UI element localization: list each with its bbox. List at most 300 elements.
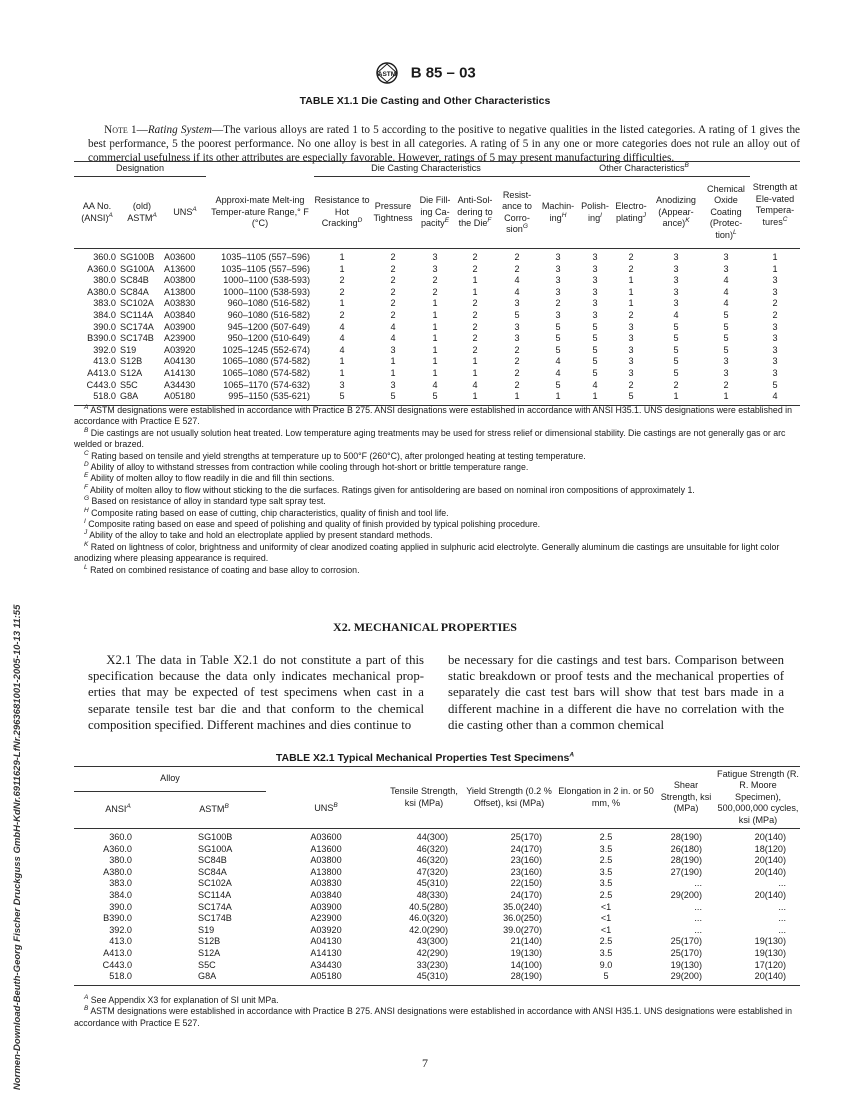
table-cell: 3 (555, 275, 561, 286)
table-cell: 5 (592, 356, 598, 367)
footnote: $^I$ Composite rating based on ease and speed of polishing and quality of finish provided by typical polishing procedure. (84, 518, 541, 530)
table-cell: 3 (514, 333, 520, 344)
table-cell: 384.0 (93, 309, 116, 320)
table-cell: 26(180) (670, 843, 702, 854)
table-cell: 5 (592, 344, 598, 355)
table-cell: 2 (628, 309, 634, 320)
hdr-tensile: Tensile Strength, ksi (MPa) (390, 785, 458, 808)
table-cell: 2 (390, 286, 396, 297)
table-cell: ... (694, 913, 702, 924)
page-header (0, 62, 850, 84)
table-cell: 1 (628, 298, 634, 309)
table2-footnotes (74, 995, 800, 1029)
table-row (74, 971, 800, 985)
table-cell: 5 (673, 344, 679, 355)
table-row (74, 960, 800, 972)
hdr-astm: ASTM (199, 804, 225, 815)
table-cell: <1 (600, 901, 612, 912)
hdr-pressure: Pressure Tightness (373, 201, 413, 223)
table-cell: 2 (514, 252, 520, 262)
table-cell: 4 (723, 275, 729, 286)
table-cell: 2 (472, 309, 478, 320)
astm-logo-icon (374, 62, 400, 84)
table-cell: 1 (432, 356, 438, 367)
table-cell: 1 (592, 391, 598, 402)
table-cell: 24(170) (510, 889, 542, 900)
table-cell: 413.0 (109, 936, 132, 947)
table-cell: 3 (628, 333, 634, 344)
table-cell: 47(320) (416, 866, 448, 877)
hdr-strength: Strength at Ele-vated Tempera-tures (752, 182, 798, 227)
table-cell: A13600 (310, 843, 342, 854)
standard-designation: B 85 – 03 (410, 64, 476, 82)
table-cell: 2 (472, 344, 478, 355)
table-cell: 3 (673, 263, 679, 274)
table-row (74, 264, 800, 276)
table-cell: 46(320) (416, 843, 448, 854)
table-cell: B390.0 (103, 913, 132, 924)
table-cell: 4 (390, 333, 396, 344)
table-row (74, 287, 800, 299)
table-cell: 4 (472, 379, 478, 390)
table-cell: 35.0(240) (503, 901, 542, 912)
table-cell: 2 (472, 333, 478, 344)
table-cell: 2 (472, 252, 478, 262)
table-cell: 2 (628, 252, 634, 262)
footnote: $^K$ Rated on lightness of color, brightness and uniformity of clear anodized coating applied in sulphuric acid electrolyte. Generally aluminum die castings are unsuitable for light color anodizing where pleasing appearance is required. (74, 540, 780, 564)
table-cell: 25(170) (670, 936, 702, 947)
hdr-old: (old) ASTM (127, 201, 153, 223)
hdr-mach: Machin-ing (541, 201, 575, 223)
table-cell: 1000–1100 (538-593) (223, 286, 310, 297)
table-cell: 9.0 (599, 959, 613, 970)
hdr-alloy: Alloy (74, 767, 266, 792)
table-cell: 28(190) (670, 855, 702, 866)
footnote: $^J$ Ability of the alloy to take and hold an electroplate applied by present standard methods. (84, 529, 433, 541)
table-cell: 44(300) (416, 832, 448, 842)
table-cell: 2 (673, 379, 679, 390)
table-cell: 45(310) (416, 878, 448, 889)
table-cell: 4 (390, 321, 396, 332)
table-cell: 4 (555, 367, 561, 378)
table-cell: A04130 (310, 936, 342, 947)
table-cell: 22(150) (510, 878, 542, 889)
table-cell: 36.0(250) (503, 913, 542, 924)
table-cell: 3 (723, 263, 729, 274)
footnote: $^G$ Based on resistance of alloy in standard type salt spray test. (84, 495, 326, 507)
table-row (74, 829, 800, 844)
table-cell: 20(140) (754, 855, 786, 866)
table-cell: 20(140) (754, 889, 786, 900)
table-cell: 950–1200 (510-649) (227, 333, 310, 344)
footnote: $^B$ ASTM designations were established in accordance with Practice B 275. ANSI designations were established in accordance with ANSI H35.1. UNS designations were established in accordance with Practice E 527. (74, 1005, 793, 1028)
table-cell: 3 (628, 356, 634, 367)
table-cell: 1 (339, 252, 345, 262)
table-row (74, 867, 800, 879)
table-cell: 3 (390, 379, 396, 390)
table-cell: 392.0 (109, 924, 132, 935)
table-cell: 1025–1245 (552-674) (222, 344, 310, 355)
hdr-aa: AA No. (ANSI) (81, 201, 112, 223)
table-cell: 390.0 (93, 321, 116, 332)
table-cell: 3 (772, 356, 778, 367)
table-cell: 19(130) (510, 947, 542, 958)
hdr-fill: Die Fill-ing Ca-pacity (419, 195, 451, 229)
table-cell: 1 (339, 263, 345, 274)
table-cell: 5 (723, 344, 729, 355)
hdr-electro: Electro-plating (615, 201, 647, 223)
table-cell: A04130 (164, 356, 196, 367)
table1-title: TABLE X1.1 Die Casting and Other Characteristics (299, 95, 551, 107)
table-cell: 5 (555, 379, 561, 390)
table-row (74, 380, 800, 392)
table-cell: 2.5 (599, 832, 613, 842)
hdr-shear: Shear Strength, ksi (MPa) (660, 780, 712, 814)
table-row (74, 298, 800, 310)
table1: Designation Die Casting Characteristics Other Characteristics$^B$ Strength at Ele-vated Tempera-tures$^C$ AA No. (ANSI)$^A$ (old) $ASTM^A$ $UNS^A$ Approxi-mate Melt-ing Temper-ature Range,° F (°C) Resistance to Hot Cracking$^D$ Pressure Tightness Die Fill-ing Ca-pacity$^E$ Anti-Sol-dering to the Die$^F$ Resist-ance to Corro-sion$^G$ Machin-ing$^H$ Polish-ing$^I$ Electro-plating$^J$ Anodizing (Appear-ance)$^K$ Chemical Oxide Coating (Protec-tion)$^L$ 360.0 SG100B A03600 1035–1105 (557–596) 1 2 3 2 2 3 3 2 3 3 1 A360.0 SG100A A13600 1035–1105 (557–596) 1 2 3 2 2 3 3 2 3 3 1 380.0 SC84B A03800 1000–1100 (538-593) 2 2 2 1 4 3 3 1 3 4 3 A380.0 SC84A A13800 1000–1100 (538-593) 2 2 2 1 4 3 3 1 3 4 3 383.0 SC102A A03830 960–1080 (516-582) 1 2 1 2 3 2 3 1 3 4 2 384.0 SC114A A03840 960–1080 (516-582) 2 2 1 2 5 3 3 2 4 5 2 390.0 SC174A A03900 945–1200 (507-649) 4 4 1 2 3 5 5 3 5 5 3 B390.0 SC174B A23900 950–1200 (510-649) 4 4 1 2 3 5 5 3 5 5 3 392.0 S19 A03920 1025–1245 (552-674) 4 3 1 2 2 5 5 3 5 5 3 413.0 S12B A04130 1065–1080 (574-582) 1 1 1 1 2 4 5 3 5 3 3 A413.0 S12A A14130 1065–1080 (574-582) 1 1 1 1 2 4 5 3 5 3 3 C443.0 S5C A34430 1065–1170 (574-632) 3 3 4 4 2 5 4 2 2 2 5 518.0 G8A A05180 995–1150 (535-621) 5 5 5 1 1 1 1 5 1 1 4 (74, 161, 800, 406)
table-cell: S19 (198, 924, 215, 935)
table-cell: S5C (198, 959, 216, 970)
table-cell: A03920 (164, 344, 196, 355)
table-row (74, 925, 800, 937)
section-heading: X2. MECHANICAL PROPERTIES (333, 620, 517, 634)
table-cell: 1 (555, 391, 561, 402)
hdr2-uns: UNS (314, 802, 334, 813)
table-cell: 19(130) (670, 959, 702, 970)
table-cell: 3 (673, 252, 679, 262)
table-cell: 2 (514, 344, 520, 355)
table-cell: 2 (390, 275, 396, 286)
table-row (74, 322, 800, 334)
table-cell: ... (694, 924, 702, 935)
hdr-anod: Anodizing (Appear-ance) (656, 195, 696, 229)
table-cell: 3 (555, 252, 561, 262)
table-cell: 3 (592, 252, 598, 262)
footnote: $^A$ See Appendix X3 for explanation of SI unit MPa. (84, 994, 279, 1005)
hdr-fatigue: Fatigue Strength (R. R. Moore Specimen), 500,000,000 cycles, ksi (MPa) (717, 768, 799, 825)
table-cell: 3 (772, 275, 778, 286)
table-cell: 3.5 (599, 947, 613, 958)
table-cell: 42.0(290) (409, 924, 448, 935)
hdr-yield: Yield Strength (0.2 % Offset), ksi (MPa) (466, 785, 552, 808)
table-cell: 3 (628, 344, 634, 355)
table-cell: 3 (772, 367, 778, 378)
table-cell: 40.5(280) (409, 901, 448, 912)
table-cell: 2 (339, 309, 345, 320)
table-cell: A03800 (310, 855, 342, 866)
table-cell: SC174A (120, 321, 154, 332)
table-cell: 1 (339, 298, 345, 309)
table-cell: 1 (514, 391, 520, 402)
table-cell: 384.0 (109, 889, 132, 900)
table-cell: 5 (673, 321, 679, 332)
table-cell: 23(160) (510, 855, 542, 866)
table-cell: 2 (432, 275, 438, 286)
note-label: Note 1 (104, 124, 137, 136)
hdr-polish: Polish-ing (581, 201, 609, 223)
table-cell: 4 (432, 379, 438, 390)
table-cell: A03900 (310, 901, 342, 912)
footnote: $^F$ Ability of molten alloy to flow without sticking to the die surfaces. Ratings given for antisoldering are based on nominal iron compositions of approximately 1. (84, 483, 695, 495)
table-cell: SC102A (198, 878, 232, 889)
table-cell: 1 (432, 367, 438, 378)
footnote: $^B$ Die castings are not usually solution heat treated. Low temperature aging treatments may be used for stress relief or dimensional stability. Die castings are not generally gas or arc welded or brazed. (74, 426, 786, 450)
table-cell: 5 (772, 379, 778, 390)
table-cell: 4 (772, 391, 778, 402)
group-other: Other Characteristics (599, 163, 685, 174)
table-cell: 1065–1080 (574-582) (222, 356, 310, 367)
download-watermark: Normen-Download-Beuth-Georg Fischer Druckguss GmbH-KdNr.6911629-LfNr.2963681001-2005-10-13 11:55 (12, 604, 23, 1090)
table-cell: ... (778, 924, 786, 935)
table-cell: A360.0 (103, 843, 132, 854)
table-cell: 5 (555, 344, 561, 355)
table-row (74, 356, 800, 368)
table-cell: 960–1080 (516-582) (227, 298, 310, 309)
table-cell: 5 (555, 333, 561, 344)
table-cell: 518.0 (109, 971, 132, 982)
table-cell: 3 (723, 252, 729, 262)
table-cell: 360.0 (93, 252, 116, 262)
table-cell: 24(170) (510, 843, 542, 854)
table-cell: <1 (600, 924, 612, 935)
table-cell: 3 (628, 367, 634, 378)
table-cell: 1 (673, 391, 679, 402)
table-cell: 1 (772, 263, 778, 274)
table-cell: 28(190) (670, 832, 702, 842)
table-cell: SC84B (120, 275, 149, 286)
table-cell: 1 (472, 275, 478, 286)
table-cell: 1 (432, 309, 438, 320)
table-cell: 380.0 (93, 275, 116, 286)
table-cell: 2 (472, 298, 478, 309)
table-cell: 960–1080 (516-582) (227, 309, 310, 320)
table-cell: 3 (555, 309, 561, 320)
table-cell: ... (694, 901, 702, 912)
table-cell: 1000–1100 (538-593) (223, 275, 310, 286)
table-cell: G8A (198, 971, 217, 982)
table-cell: 5 (723, 309, 729, 320)
table-row (74, 333, 800, 345)
table-cell: 4 (723, 298, 729, 309)
table-cell: 1 (390, 356, 396, 367)
table-cell: 1 (628, 286, 634, 297)
table-cell: A14130 (164, 367, 196, 378)
table-cell: 3 (339, 379, 345, 390)
table-cell: 2 (514, 356, 520, 367)
table-cell: 1 (390, 367, 396, 378)
table-cell: 3 (592, 286, 598, 297)
table-row (74, 249, 800, 264)
table-cell: 1 (472, 286, 478, 297)
table-cell: 25(170) (510, 832, 542, 842)
table-row (74, 844, 800, 856)
table-cell: A23900 (164, 333, 196, 344)
hdr-uns: UNS (173, 206, 193, 217)
table-cell: 3 (772, 333, 778, 344)
table-cell: A03840 (310, 889, 342, 900)
table-cell: A34430 (164, 379, 196, 390)
table-cell: A413.0 (87, 367, 116, 378)
table-cell: 19(130) (754, 936, 786, 947)
table-cell: S19 (120, 344, 137, 355)
table-cell: 3 (432, 252, 438, 262)
table-cell: 20(140) (754, 832, 786, 842)
table-cell: SC84B (198, 855, 227, 866)
table-cell: 14(100) (510, 959, 542, 970)
table-cell: A34430 (310, 959, 342, 970)
table1-footnotes (74, 405, 800, 576)
table-cell: 3 (723, 356, 729, 367)
table-cell: SC174B (198, 913, 232, 924)
table-cell: <1 (600, 913, 612, 924)
table-cell: 5 (432, 391, 438, 402)
table-cell: 2 (390, 298, 396, 309)
table-cell: 5 (592, 321, 598, 332)
table-cell: A13800 (310, 866, 342, 877)
table-cell: A380.0 (87, 286, 116, 297)
table-cell: 2 (390, 252, 396, 262)
table-cell: 39.0(270) (503, 924, 542, 935)
table-row (74, 878, 800, 890)
table-cell: S12B (120, 356, 143, 367)
table-cell: SC84A (120, 286, 149, 297)
table-cell: 1 (723, 391, 729, 402)
table-cell: 1 (339, 356, 345, 367)
table-cell: A413.0 (103, 947, 132, 958)
table-cell: 390.0 (109, 901, 132, 912)
table-cell: 1 (472, 367, 478, 378)
table-cell: 3 (592, 263, 598, 274)
group-die-casting: Die Casting Characteristics (314, 162, 538, 177)
table-cell: SG100B (120, 252, 155, 262)
table-cell: 1 (472, 391, 478, 402)
table-cell: 42(290) (416, 947, 448, 958)
table-cell: 3 (772, 344, 778, 355)
table-cell: 380.0 (109, 855, 132, 866)
table-cell: 5 (592, 367, 598, 378)
table-cell: 5 (603, 971, 609, 982)
hdr-range: Approxi-mate Melt-ing Temper-ature Range,° F (°C) (211, 195, 309, 228)
table-cell: 2 (514, 367, 520, 378)
footnote: $^A$ ASTM designations were established in accordance with Practice B 275. ANSI designations were established in accordance with ANSI H35.1. UNS designations were established in accordance with Practice E 527. (74, 404, 793, 427)
footnote: $^D$ Ability of alloy to withstand stresses from contraction while cooling through hot-short or brittle temperature range. (84, 461, 529, 473)
footnote: $^L$ Rated on combined resistance of coating and base alloy to corrosion. (84, 563, 360, 575)
table-cell: 2 (390, 309, 396, 320)
table-cell: 5 (673, 356, 679, 367)
table-cell: A360.0 (87, 263, 116, 274)
table-cell: 4 (673, 309, 679, 320)
table-cell: A03800 (164, 275, 196, 286)
footnote: $^C$ Rating based on tensile and yield strengths at temperature up to 500°F (260°C), after prolonged heating at testing temperature. (84, 449, 586, 461)
table-cell: A05180 (164, 391, 196, 402)
table-cell: 5 (339, 391, 345, 402)
table-row (74, 855, 800, 867)
table-cell: A13600 (164, 263, 196, 274)
table-cell: S12A (120, 367, 143, 378)
table-cell: 2 (339, 275, 345, 286)
table-cell: S5C (120, 379, 138, 390)
hdr-hot: Resistance to Hot Cracking (314, 195, 370, 229)
table-cell: 3 (772, 286, 778, 297)
table-cell: A03920 (310, 924, 342, 935)
table-row (74, 391, 800, 405)
table-cell: SG100A (120, 263, 155, 274)
table-cell: 2 (472, 263, 478, 274)
table-cell: 5 (673, 333, 679, 344)
table-cell: 3 (592, 309, 598, 320)
hdr-corr: Resist-ance to Corro-sion (502, 189, 532, 234)
table-cell: 3 (390, 344, 396, 355)
table-cell: 383.0 (109, 878, 132, 889)
table-cell: 29(200) (670, 971, 702, 982)
table-cell: 2 (772, 298, 778, 309)
table-cell: 20(140) (754, 971, 786, 982)
page-number: 7 (422, 1056, 428, 1070)
table-cell: 3 (555, 286, 561, 297)
table-cell: C443.0 (86, 379, 116, 390)
table-cell: SG100A (198, 843, 233, 854)
table-cell: 4 (339, 344, 345, 355)
hdr-oxide: Chemical Oxide Coating (Protec-tion) (707, 183, 745, 240)
table-cell: 3 (673, 298, 679, 309)
table-cell: 3.5 (599, 843, 613, 854)
table-cell: 2 (514, 379, 520, 390)
table-cell: 1 (628, 275, 634, 286)
table-cell: 19(130) (754, 947, 786, 958)
table-cell: S12A (198, 947, 221, 958)
table-cell: 5 (390, 391, 396, 402)
table-cell: 3 (514, 298, 520, 309)
table-cell: 4 (514, 286, 520, 297)
table-cell: 4 (723, 286, 729, 297)
table-cell: A13800 (164, 286, 196, 297)
table-cell: 2 (628, 263, 634, 274)
table2-title: TABLE X2.1 Typical Mechanical Properties Test Specimens$^A$ (275, 751, 575, 764)
table-row (74, 890, 800, 902)
table-cell: 3 (673, 275, 679, 286)
table-cell: SC102A (120, 298, 154, 309)
table-cell: 2 (514, 263, 520, 274)
table-cell: 2 (628, 379, 634, 390)
table-cell: 2 (472, 321, 478, 332)
footnote: $^E$ Ability of molten alloy to flow readily in die and fill thin sections. (84, 472, 335, 484)
hdr-ansi: ANSI (105, 804, 127, 815)
table-row (74, 368, 800, 380)
table-cell: 4 (339, 321, 345, 332)
table-cell: 3 (772, 321, 778, 332)
table1-note (88, 123, 800, 165)
table-cell: 5 (514, 309, 520, 320)
paragraph-right: be necessary for die castings and test bars. Comparison between static breakdown or proof tests and the mechanical properties of separately die cast test bars will show that test bars made in a different machine in a different die have no correlation with the die casting other than a common chemical (448, 653, 784, 732)
table-row (74, 345, 800, 357)
table-cell: A03600 (310, 832, 342, 842)
note-dash: — (136, 124, 148, 136)
table-cell: 1035–1105 (557–596) (221, 263, 310, 274)
table-cell: 5 (555, 321, 561, 332)
table-cell: 1035–1105 (557–596) (221, 252, 310, 262)
table-cell: 3 (432, 263, 438, 274)
table-cell: 29(200) (670, 889, 702, 900)
table-cell: 1 (339, 367, 345, 378)
table-cell: SC114A (120, 309, 154, 320)
table-cell: 1 (432, 321, 438, 332)
table-cell: S12B (198, 936, 221, 947)
table-cell: A380.0 (103, 866, 132, 877)
table-cell: 2 (772, 309, 778, 320)
table-cell: 28(190) (510, 971, 542, 982)
hdr-elong: Elongation in 2 in. or 50 mm, % (558, 785, 654, 808)
table-cell: 3 (592, 298, 598, 309)
